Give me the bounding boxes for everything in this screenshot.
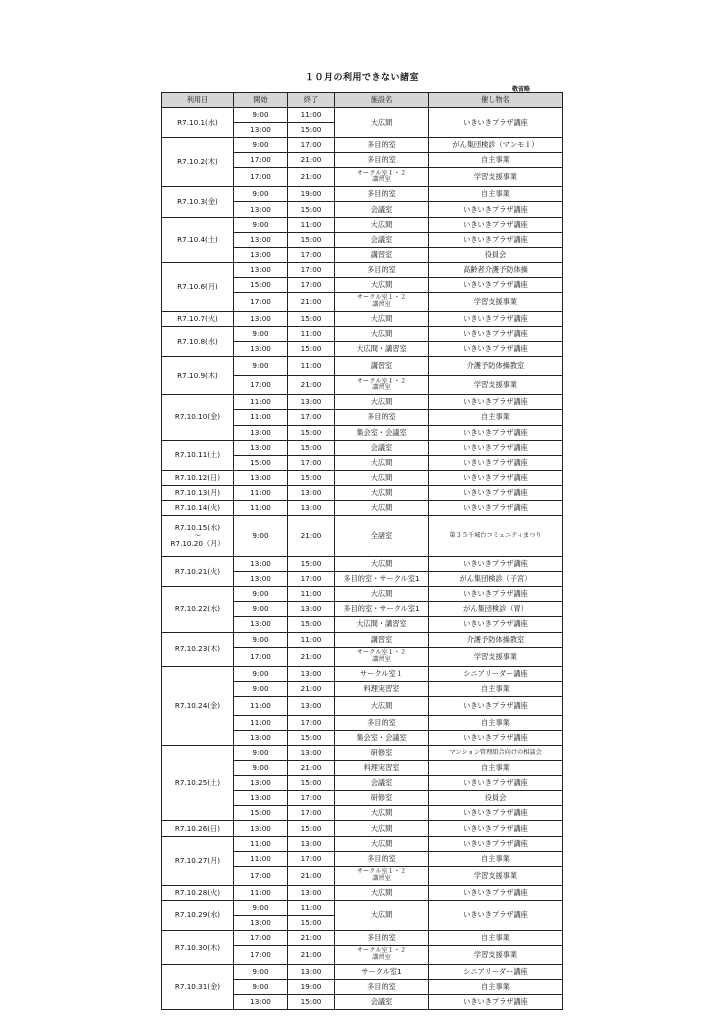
date-cell: R7.10.24(金)	[162, 666, 234, 745]
date-cell: R7.10.30(木)	[162, 931, 234, 965]
end-time-cell: 15:00	[288, 425, 335, 440]
event-cell: いきいきプラザ講座	[429, 342, 563, 357]
start-time-cell: 9:00	[234, 666, 288, 681]
date-cell: R7.10.26(日)	[162, 821, 234, 836]
start-time-cell: 9:00	[234, 138, 288, 153]
event-cell: 学習支援事業	[429, 293, 563, 312]
event-cell: いきいきプラザ講座	[429, 696, 563, 715]
date-cell: R7.10.14(火)	[162, 500, 234, 515]
start-time-cell: 13:00	[234, 470, 288, 485]
event-cell: 高齢者介護予防体操	[429, 262, 563, 277]
start-time-cell: 15:00	[234, 277, 288, 292]
room-cell: サークル室１・２ 講習室	[335, 647, 429, 666]
room-cell: 多目的室・サークル室1	[335, 602, 429, 617]
date-cell: R7.10.13(月)	[162, 485, 234, 500]
room-cell: 大広間	[335, 485, 429, 500]
end-time-cell: 15:00	[288, 470, 335, 485]
end-time-cell: 19:00	[288, 187, 335, 202]
room-cell: 全諸室	[335, 516, 429, 557]
schedule-body	[162, 108, 563, 1010]
date-cell: R7.10.27(月)	[162, 836, 234, 885]
room-cell: 集会室・会議室	[335, 730, 429, 745]
room-cell: 会議室	[335, 202, 429, 217]
start-time-cell: 17:00	[234, 293, 288, 312]
table-row	[162, 516, 563, 557]
event-cell: いきいきプラザ講座	[429, 202, 563, 217]
start-time-cell: 15:00	[234, 806, 288, 821]
event-cell: マンション管理組合向けの相談会	[429, 746, 563, 761]
start-time-cell: 9:00	[234, 108, 288, 123]
event-cell: 自主事業	[429, 761, 563, 776]
end-time-cell: 17:00	[288, 247, 335, 262]
table-row	[162, 900, 563, 915]
room-cell: 多目的室	[335, 138, 429, 153]
end-time-cell: 15:00	[288, 232, 335, 247]
start-time-cell: 15:00	[234, 455, 288, 470]
room-cell: 大広間・講習室	[335, 342, 429, 357]
start-time-cell: 11:00	[234, 851, 288, 866]
room-cell: 多目的室・サークル室1	[335, 572, 429, 587]
start-time-cell: 9:00	[234, 516, 288, 557]
end-time-cell: 21:00	[288, 293, 335, 312]
start-time-cell: 11:00	[234, 395, 288, 410]
event-cell: いきいきプラザ講座	[429, 995, 563, 1010]
start-time-cell: 13:00	[234, 915, 288, 930]
room-cell: 多目的室	[335, 980, 429, 995]
date-cell: R7.10.2(木)	[162, 138, 234, 187]
event-cell: いきいきプラザ講座	[429, 440, 563, 455]
end-time-cell: 13:00	[288, 395, 335, 410]
date-cell: R7.10.3(金)	[162, 187, 234, 217]
room-cell: 会議室	[335, 776, 429, 791]
end-time-cell: 17:00	[288, 791, 335, 806]
end-time-cell: 11:00	[288, 108, 335, 123]
start-time-cell: 13:00	[234, 557, 288, 572]
end-time-cell: 15:00	[288, 312, 335, 327]
table-row	[162, 557, 563, 572]
end-time-cell: 17:00	[288, 715, 335, 730]
room-cell: 多目的室	[335, 153, 429, 168]
table-row	[162, 440, 563, 455]
event-cell: 自主事業	[429, 410, 563, 425]
room-cell: 料理実習室	[335, 761, 429, 776]
room-cell: 大広間	[335, 327, 429, 342]
start-time-cell: 9:00	[234, 746, 288, 761]
room-cell: 大広間	[335, 900, 429, 930]
event-cell: いきいきプラザ講座	[429, 557, 563, 572]
end-time-cell: 13:00	[288, 746, 335, 761]
room-cell: サークル室１・２ 講習室	[335, 946, 429, 965]
start-time-cell: 17:00	[234, 931, 288, 946]
start-time-cell: 17:00	[234, 153, 288, 168]
end-time-cell: 11:00	[288, 327, 335, 342]
end-time-cell: 17:00	[288, 806, 335, 821]
date-cell: R7.10.8(水)	[162, 327, 234, 357]
table-row	[162, 587, 563, 602]
date-cell: R7.10.21(火)	[162, 557, 234, 587]
start-time-cell: 9:00	[234, 980, 288, 995]
event-cell: 学習支援事業	[429, 866, 563, 885]
start-time-cell: 13:00	[234, 730, 288, 745]
header-event: 催し物名	[429, 93, 563, 108]
event-cell: いきいきプラザ講座	[429, 836, 563, 851]
table-row	[162, 327, 563, 342]
event-cell: 役員会	[429, 247, 563, 262]
start-time-cell: 9:00	[234, 761, 288, 776]
room-cell: 集会室・会議室	[335, 425, 429, 440]
event-cell: 学習支援事業	[429, 168, 563, 187]
end-time-cell: 15:00	[288, 730, 335, 745]
date-cell: R7.10.12(日)	[162, 470, 234, 485]
room-cell: 大広間	[335, 500, 429, 515]
event-cell: 自主事業	[429, 715, 563, 730]
event-cell: シニアリーダー講座	[429, 666, 563, 681]
room-cell: 大広間	[335, 277, 429, 292]
end-time-cell: 15:00	[288, 776, 335, 791]
header-start: 開始	[234, 93, 288, 108]
event-cell: 第３５千城台コミュニティまつり	[429, 516, 563, 557]
table-row	[162, 965, 563, 980]
event-cell: いきいきプラザ講座	[429, 900, 563, 930]
date-cell: R7.10.1(水)	[162, 108, 234, 138]
event-cell: 役員会	[429, 791, 563, 806]
table-row	[162, 187, 563, 202]
room-cell: 大広間	[335, 806, 429, 821]
start-time-cell: 17:00	[234, 168, 288, 187]
room-cell: 講習室	[335, 247, 429, 262]
end-time-cell: 15:00	[288, 915, 335, 930]
room-cell: 会議室	[335, 440, 429, 455]
end-time-cell: 17:00	[288, 277, 335, 292]
date-cell: R7.10.29(水)	[162, 900, 234, 930]
end-time-cell: 17:00	[288, 262, 335, 277]
event-cell: 介護予防体操教室	[429, 357, 563, 376]
table-row	[162, 138, 563, 153]
room-cell: 大広間	[335, 587, 429, 602]
end-time-cell: 13:00	[288, 885, 335, 900]
start-time-cell: 13:00	[234, 617, 288, 632]
room-cell: サークル室１・２ 講習室	[335, 168, 429, 187]
start-time-cell: 13:00	[234, 232, 288, 247]
table-row	[162, 666, 563, 681]
end-time-cell: 15:00	[288, 821, 335, 836]
end-time-cell: 21:00	[288, 866, 335, 885]
room-cell: 大広間	[335, 455, 429, 470]
event-cell: 学習支援事業	[429, 946, 563, 965]
start-time-cell: 11:00	[234, 410, 288, 425]
room-cell: 大広間	[335, 312, 429, 327]
event-cell: いきいきプラザ講座	[429, 312, 563, 327]
event-cell: いきいきプラザ講座	[429, 108, 563, 138]
start-time-cell: 9:00	[234, 217, 288, 232]
room-cell: 会議室	[335, 995, 429, 1010]
end-time-cell: 17:00	[288, 138, 335, 153]
room-cell: 大広間	[335, 470, 429, 485]
event-cell: いきいきプラザ講座	[429, 425, 563, 440]
end-time-cell: 15:00	[288, 202, 335, 217]
event-cell: 学習支援事業	[429, 376, 563, 395]
end-time-cell: 13:00	[288, 836, 335, 851]
end-time-cell: 15:00	[288, 440, 335, 455]
date-cell: R7.10.22(水)	[162, 587, 234, 632]
page-title: １０月の利用できない諸室	[304, 73, 419, 83]
date-cell: R7.10.6(月)	[162, 262, 234, 311]
event-cell: いきいきプラザ講座	[429, 885, 563, 900]
room-cell: 多目的室	[335, 851, 429, 866]
start-time-cell: 17:00	[234, 946, 288, 965]
date-cell: R7.10.7(火)	[162, 312, 234, 327]
start-time-cell: 13:00	[234, 425, 288, 440]
start-time-cell: 9:00	[234, 587, 288, 602]
end-time-cell: 11:00	[288, 587, 335, 602]
start-time-cell: 13:00	[234, 821, 288, 836]
start-time-cell: 9:00	[234, 602, 288, 617]
date-cell: R7.10.31(金)	[162, 965, 234, 1010]
room-cell: サークル室１・２ 講習室	[335, 376, 429, 395]
end-time-cell: 11:00	[288, 357, 335, 376]
room-cell: 研修室	[335, 791, 429, 806]
event-cell: いきいきプラザ講座	[429, 730, 563, 745]
room-cell: 講習室	[335, 632, 429, 647]
room-cell: 大広間	[335, 696, 429, 715]
honorific-note: 敬省略	[512, 86, 531, 93]
event-cell: 自主事業	[429, 980, 563, 995]
start-time-cell: 9:00	[234, 357, 288, 376]
start-time-cell: 9:00	[234, 187, 288, 202]
end-time-cell: 21:00	[288, 761, 335, 776]
room-cell: サークル室1	[335, 965, 429, 980]
table-row	[162, 485, 563, 500]
table-row	[162, 108, 563, 123]
event-cell: がん集団検診（子宮）	[429, 572, 563, 587]
end-time-cell: 21:00	[288, 376, 335, 395]
event-cell: いきいきプラザ講座	[429, 277, 563, 292]
start-time-cell: 11:00	[234, 485, 288, 500]
end-time-cell: 17:00	[288, 851, 335, 866]
header-room: 施設名	[335, 93, 429, 108]
end-time-cell: 17:00	[288, 410, 335, 425]
date-cell: R7.10.11(土)	[162, 440, 234, 470]
date-cell: R7.10.4(土)	[162, 217, 234, 262]
event-cell: いきいきプラザ講座	[429, 617, 563, 632]
room-cell: サークル室１	[335, 666, 429, 681]
end-time-cell: 21:00	[288, 681, 335, 696]
event-cell: 学習支援事業	[429, 647, 563, 666]
start-time-cell: 9:00	[234, 681, 288, 696]
room-cell: 大広間	[335, 836, 429, 851]
room-cell: サークル室１・２ 講習室	[335, 293, 429, 312]
start-time-cell: 9:00	[234, 327, 288, 342]
date-cell: R7.10.9(木)	[162, 357, 234, 395]
event-cell: いきいきプラザ講座	[429, 485, 563, 500]
start-time-cell: 17:00	[234, 647, 288, 666]
start-time-cell: 13:00	[234, 123, 288, 138]
start-time-cell: 13:00	[234, 262, 288, 277]
date-cell: R7.10.23(木)	[162, 632, 234, 666]
event-cell: 自主事業	[429, 851, 563, 866]
end-time-cell: 11:00	[288, 217, 335, 232]
start-time-cell: 13:00	[234, 791, 288, 806]
end-time-cell: 15:00	[288, 123, 335, 138]
start-time-cell: 11:00	[234, 715, 288, 730]
end-time-cell: 15:00	[288, 342, 335, 357]
end-time-cell: 13:00	[288, 696, 335, 715]
event-cell: いきいきプラザ講座	[429, 500, 563, 515]
end-time-cell: 21:00	[288, 931, 335, 946]
table-row	[162, 931, 563, 946]
event-cell: 自主事業	[429, 187, 563, 202]
start-time-cell: 13:00	[234, 995, 288, 1010]
table-row	[162, 262, 563, 277]
header-row	[162, 93, 563, 108]
room-cell: サークル室１・２ 講習室	[335, 866, 429, 885]
room-cell: 大広間	[335, 108, 429, 138]
room-cell: 大広間	[335, 217, 429, 232]
table-row	[162, 885, 563, 900]
start-time-cell: 13:00	[234, 342, 288, 357]
event-cell: 介護予防体操教室	[429, 632, 563, 647]
table-row	[162, 312, 563, 327]
start-time-cell: 13:00	[234, 440, 288, 455]
end-time-cell: 17:00	[288, 455, 335, 470]
start-time-cell: 11:00	[234, 836, 288, 851]
start-time-cell: 13:00	[234, 776, 288, 791]
event-cell: いきいきプラザ講座	[429, 232, 563, 247]
room-cell: 研修室	[335, 746, 429, 761]
event-cell: 自主事業	[429, 153, 563, 168]
event-cell: シニアリーダー講座	[429, 965, 563, 980]
event-cell: がん集団検診（マンモ１）	[429, 138, 563, 153]
event-cell: いきいきプラザ講座	[429, 806, 563, 821]
end-time-cell: 13:00	[288, 602, 335, 617]
end-time-cell: 21:00	[288, 647, 335, 666]
end-time-cell: 15:00	[288, 995, 335, 1010]
end-time-cell: 15:00	[288, 617, 335, 632]
schedule-table	[161, 92, 563, 1010]
end-time-cell: 17:00	[288, 572, 335, 587]
end-time-cell: 11:00	[288, 632, 335, 647]
room-cell: 大広間	[335, 885, 429, 900]
start-time-cell: 13:00	[234, 572, 288, 587]
table-row	[162, 836, 563, 851]
table-row	[162, 746, 563, 761]
end-time-cell: 21:00	[288, 946, 335, 965]
start-time-cell: 9:00	[234, 632, 288, 647]
start-time-cell: 13:00	[234, 312, 288, 327]
room-cell: 大広間	[335, 557, 429, 572]
date-cell: R7.10.10(金)	[162, 395, 234, 440]
event-cell: いきいきプラザ講座	[429, 470, 563, 485]
date-cell: R7.10.28(火)	[162, 885, 234, 900]
start-time-cell: 11:00	[234, 885, 288, 900]
event-cell: いきいきプラザ講座	[429, 821, 563, 836]
start-time-cell: 11:00	[234, 696, 288, 715]
end-time-cell: 13:00	[288, 500, 335, 515]
room-cell: 会議室	[335, 232, 429, 247]
room-cell: 大広間	[335, 395, 429, 410]
table-row	[162, 500, 563, 515]
event-cell: いきいきプラザ講座	[429, 455, 563, 470]
event-cell: いきいきプラザ講座	[429, 587, 563, 602]
start-time-cell: 17:00	[234, 866, 288, 885]
table-row	[162, 821, 563, 836]
room-cell: 多目的室	[335, 187, 429, 202]
start-time-cell: 9:00	[234, 965, 288, 980]
event-cell: いきいきプラザ講座	[429, 217, 563, 232]
room-cell: 料理実習室	[335, 681, 429, 696]
room-cell: 講習室	[335, 357, 429, 376]
room-cell: 多目的室	[335, 931, 429, 946]
end-time-cell: 13:00	[288, 666, 335, 681]
end-time-cell: 21:00	[288, 153, 335, 168]
date-cell: R7.10.15(水) ～ R7.10.20（月）	[162, 516, 234, 557]
room-cell: 多目的室	[335, 262, 429, 277]
end-time-cell: 21:00	[288, 168, 335, 187]
event-cell: いきいきプラザ講座	[429, 395, 563, 410]
room-cell: 大広間・講習室	[335, 617, 429, 632]
header-date: 利用日	[162, 93, 234, 108]
header-end: 終了	[288, 93, 335, 108]
event-cell: がん集団検診（胃）	[429, 602, 563, 617]
event-cell: いきいきプラザ講座	[429, 776, 563, 791]
start-time-cell: 9:00	[234, 900, 288, 915]
end-time-cell: 11:00	[288, 900, 335, 915]
end-time-cell: 19:00	[288, 980, 335, 995]
end-time-cell: 15:00	[288, 557, 335, 572]
room-cell: 大広間	[335, 821, 429, 836]
start-time-cell: 13:00	[234, 202, 288, 217]
table-row	[162, 470, 563, 485]
event-cell: いきいきプラザ講座	[429, 327, 563, 342]
room-cell: 多目的室	[335, 410, 429, 425]
room-cell: 多目的室	[335, 715, 429, 730]
start-time-cell: 17:00	[234, 376, 288, 395]
end-time-cell: 13:00	[288, 485, 335, 500]
end-time-cell: 21:00	[288, 516, 335, 557]
table-row	[162, 395, 563, 410]
event-cell: 自主事業	[429, 681, 563, 696]
event-cell: 自主事業	[429, 931, 563, 946]
table-row	[162, 357, 563, 376]
start-time-cell: 11:00	[234, 500, 288, 515]
end-time-cell: 13:00	[288, 965, 335, 980]
start-time-cell: 13:00	[234, 247, 288, 262]
table-row	[162, 217, 563, 232]
date-cell: R7.10.25(土)	[162, 746, 234, 821]
table-row	[162, 632, 563, 647]
